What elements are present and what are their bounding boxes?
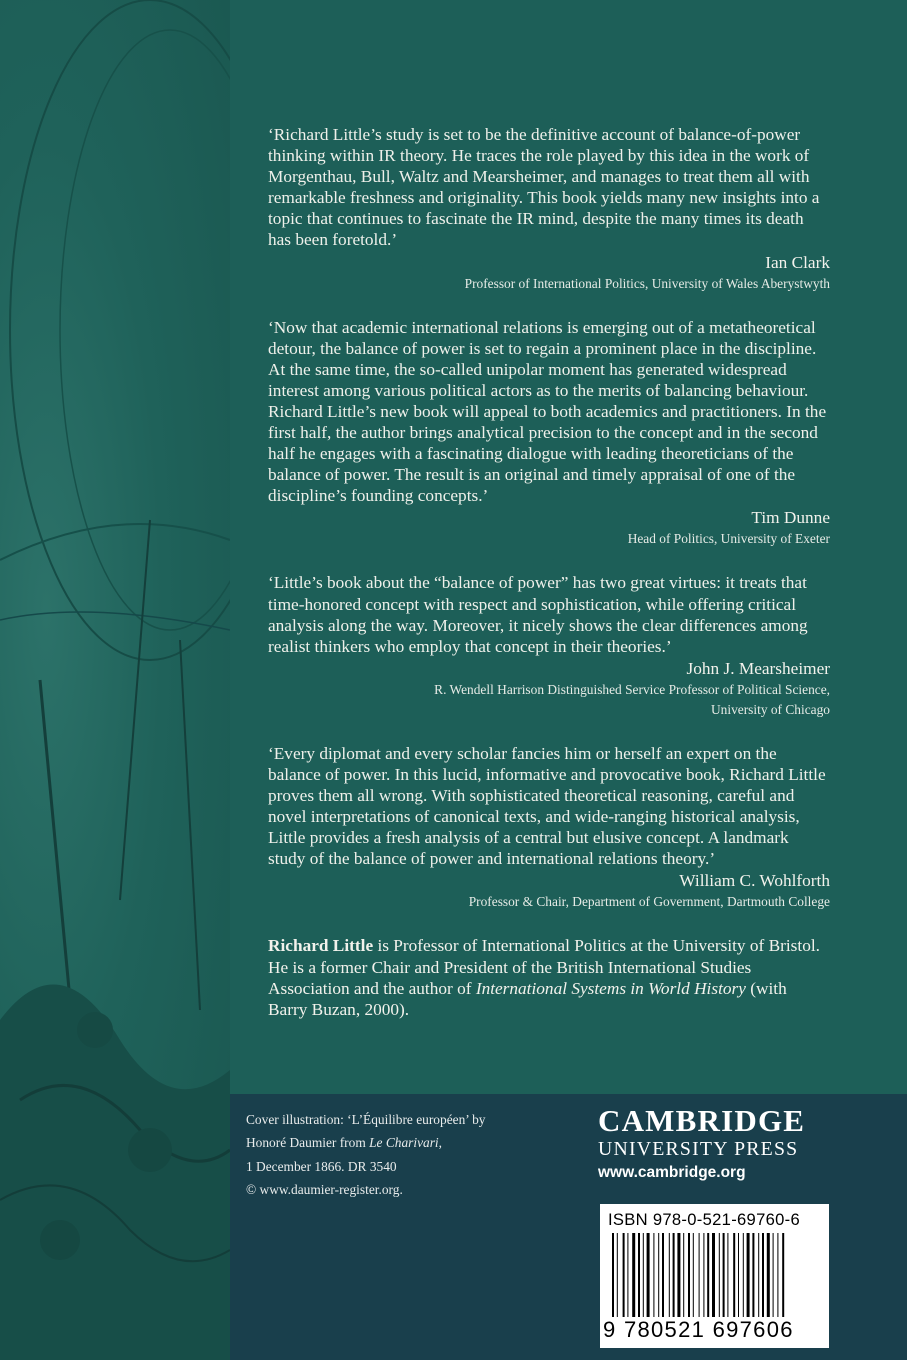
barcode-bar (762, 1233, 764, 1317)
barcode-bar (752, 1233, 754, 1317)
barcode-bar (743, 1233, 744, 1317)
author-name: Richard Little (268, 936, 374, 956)
bio-text-1: is Professor of International Politics at the University of Bristol. He is a former Chair and President of the British International Studies Association and the author of (268, 936, 820, 998)
credit-line-2 (246, 1131, 576, 1154)
barcode-bar (688, 1233, 690, 1317)
review-quote (268, 572, 830, 719)
barcode-bar (723, 1233, 725, 1317)
illustration-drawing (0, 0, 230, 1360)
bio-book-title: International Systems in World History (475, 978, 746, 998)
footer-band (230, 1094, 907, 1360)
publisher-logo (598, 1104, 830, 1182)
barcode-bar (658, 1233, 659, 1317)
barcode-bar (653, 1233, 654, 1317)
barcode-bar (683, 1233, 684, 1317)
review-quote (268, 743, 830, 913)
barcode-bar (782, 1233, 784, 1317)
barcode-bar (707, 1233, 709, 1317)
barcode-bar (719, 1233, 720, 1317)
quote-text: ‘Now that academic international relations is emerging out of a metatheoretical detour, the balance of power is set to regain a prominent place in the discipline. At the same time, the so-called unipolar moment has generated widespread interest among various political actors as to the merits of balancing behaviour. Richard Little’s new book will appeal to both academics and practitioners. In the first half, the author brings analytical precision to the concept and in the second half he engages with a fascinating dialogue with leading theoreticians of the balance of power. The result is an original and timely appraisal of one of the discipline’s founding concepts.’ (268, 317, 827, 506)
credit-line-2c: , (438, 1135, 443, 1151)
barcode-bar (699, 1233, 700, 1317)
reviewer-affiliation: Professor of International Politics, University of Wales Aberystwyth (464, 275, 830, 291)
barcode-bar (693, 1233, 694, 1317)
barcode-bar (747, 1233, 750, 1317)
reviewer-name: William C. Wohlforth (679, 871, 830, 891)
barcode-bar (612, 1233, 614, 1317)
barcode-bar (733, 1233, 735, 1317)
credit-line-2a: Honoré Daumier from (246, 1135, 370, 1151)
credit-line-1: Cover illustration: ‘L’Équilibre européen’ by (246, 1112, 486, 1127)
barcode-bars-icon (612, 1233, 818, 1317)
reviewer-affiliation: Head of Politics, University of Exeter (627, 531, 830, 547)
barcode-bar (738, 1233, 739, 1317)
review-quotes (268, 124, 830, 1020)
publisher-press: UNIVERSITY PRESS (598, 1138, 799, 1160)
credit-line-3: 1 December 1866. DR 3540 (246, 1158, 397, 1174)
barcode-bar (623, 1233, 625, 1317)
barcode-bar (643, 1233, 644, 1317)
ean-digits: 9 780521 697606 (603, 1317, 794, 1342)
reviewer-affiliation-line2: University of Chicago (710, 701, 830, 717)
credit-publication: Le Charivari (369, 1135, 439, 1151)
barcode-bar (662, 1233, 664, 1317)
publisher-name: CAMBRIDGE (598, 1103, 806, 1138)
barcode-bar (777, 1233, 778, 1317)
quote-text: ‘Little’s book about the “balance of power” has two great virtues: it treats that time-honored concept with respect and sophistication, while offering critical analysis along the way. Moreover, it nicely shows the clear differences among realist thinkers who employ that concept in their theories.’ (268, 573, 808, 656)
barcode-bar (669, 1233, 670, 1317)
cover-credit (246, 1108, 576, 1202)
review-quote (268, 317, 830, 550)
reviewer-affiliation: Professor & Chair, Department of Government, Dartmouth College (468, 894, 830, 910)
barcode-bar (638, 1233, 640, 1317)
barcode-bar (627, 1233, 628, 1317)
barcode-bar (767, 1233, 770, 1317)
review-quote (268, 124, 830, 294)
barcode (600, 1204, 829, 1348)
barcode-bar (773, 1233, 774, 1317)
barcode-bar (677, 1233, 680, 1317)
publisher-website: www.cambridge.org (598, 1164, 746, 1181)
reviewer-name: John J. Mearsheimer (686, 658, 830, 678)
bio-text-2: (with Barry Buzan, 2000). (268, 978, 787, 1019)
isbn-label: ISBN 978-0-521-69760-6 (608, 1210, 801, 1229)
reviewer-affiliation: R. Wendell Harrison Distinguished Service Professor of Political Science, (434, 681, 830, 697)
reviewer-name: Ian Clark (765, 252, 830, 272)
credit-line-4: © www.daumier-register.org. (246, 1182, 403, 1198)
barcode-bar (673, 1233, 675, 1317)
quote-text: ‘Richard Little’s study is set to be the definitive account of balance-of-power thinking within IR theory. He traces the role played by this idea in the work of Morgenthau, Bull, Waltz and Mearsheimer, and manages to treat them all with remarkable freshness and originality. This book yields many new insights into a topic that continues to fascinate the IR mind, despite the many times its death has been foretold.’ (268, 125, 820, 250)
barcode-bar (632, 1233, 635, 1317)
barcode-bar (712, 1233, 715, 1317)
reviewer-name: Tim Dunne (751, 508, 830, 528)
author-bio (268, 935, 830, 1020)
barcode-bar (703, 1233, 704, 1317)
barcode-bar (647, 1233, 650, 1317)
barcode-bar (758, 1233, 759, 1317)
barcode-bar (727, 1233, 728, 1317)
cover-illustration (0, 0, 230, 1360)
quote-text: ‘Every diplomat and every scholar fancies him or herself an expert on the balance of power. In this lucid, informative and provocative book, Richard Little proves them all wrong. With sophisticated theoretical reasoning, careful and novel interpretations of canonical texts, and wide-ranging historical analysis, Little provides a fresh analysis of a central but elusive concept. A landmark study of the balance of power and international relations theory.’ (268, 743, 826, 869)
barcode-bar (617, 1233, 618, 1317)
